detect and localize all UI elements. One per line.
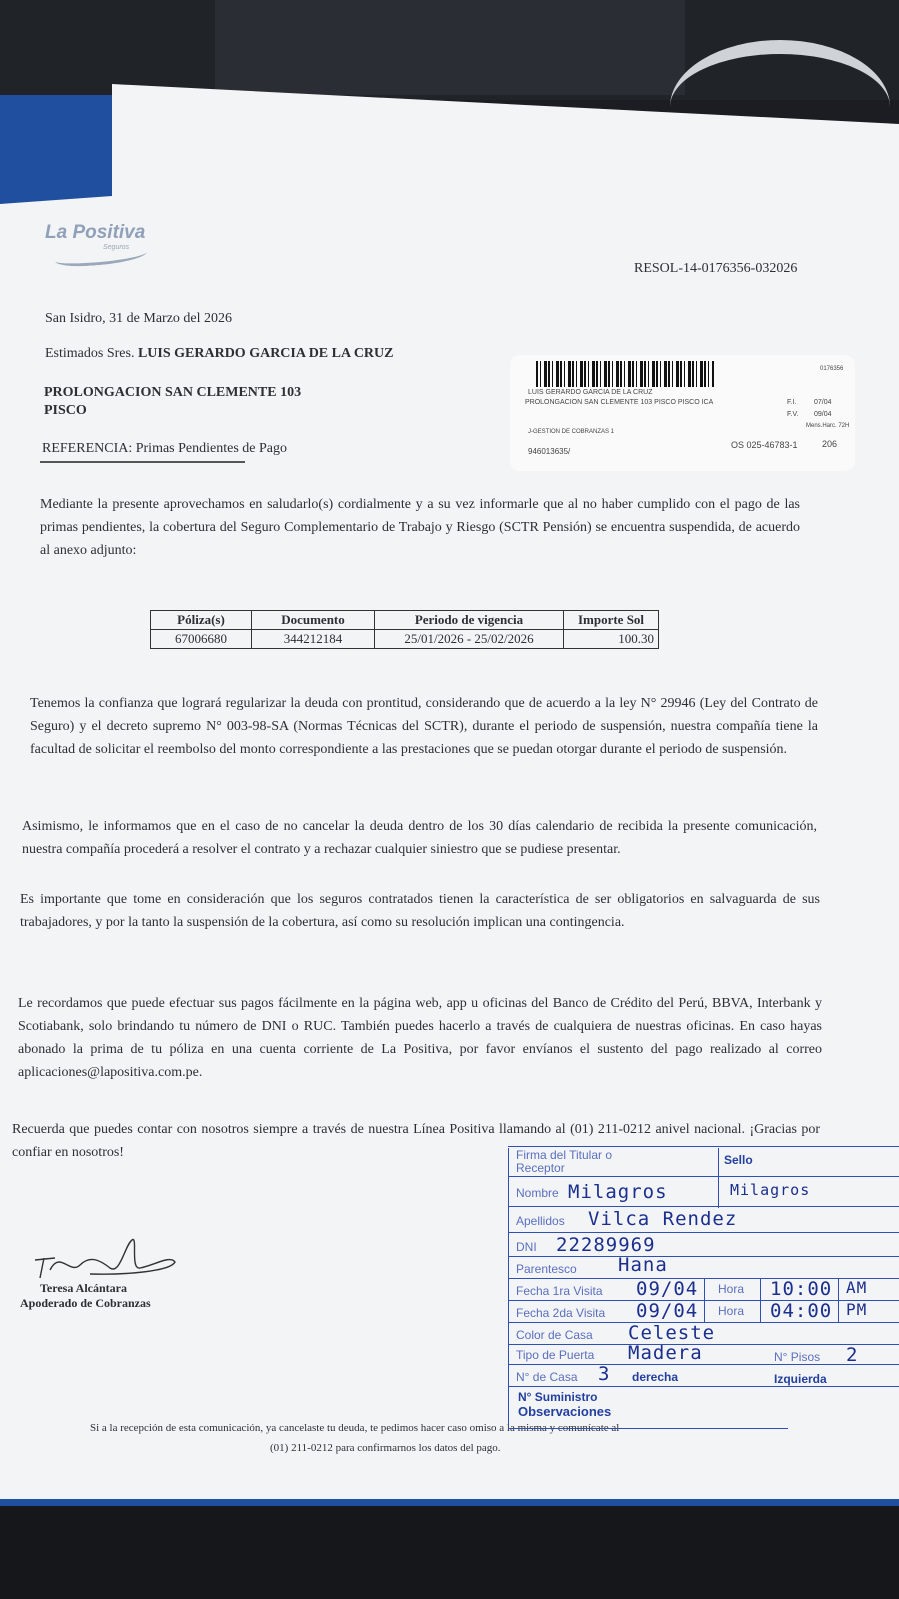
stamp-row-top — [508, 1146, 899, 1147]
stamp-row — [508, 1256, 899, 1257]
label-dept: J-GESTION DE COBRANZAS 1 — [528, 429, 615, 435]
policy-table — [150, 610, 659, 649]
table-cell: 100.30 — [564, 630, 659, 649]
background-object — [215, 0, 685, 95]
reference-underline — [40, 461, 245, 463]
table-row — [151, 630, 659, 649]
stamp-nombre-value: Milagros — [568, 1181, 668, 1203]
stamp-firma-label: Firma del Titular o Receptor — [516, 1148, 613, 1175]
paragraph-5: Le recordamos que puede efectuar sus pagos fácilmente en la página web, app u oficinas del Banco de Crédito del Perú, BBVA, Interbank y Scotiabank, solo brindando tu número de DNI o RUC. También puedes hacerlo a través de cualquiera de nuestras oficinas. En caso hayas abonado la prima de tu póliza en una cuenta corriente de La Positiva, por favor envíanos el sustento del pago realizado al correo aplicaciones@lapositiva.com.pe. — [18, 996, 822, 1080]
resolution-number: RESOL-14-0176356-032026 — [634, 261, 798, 276]
table-header: Importe Sol — [564, 611, 659, 630]
paragraph-4: Es importante que tome en consideración que los seguros contratados tienen la característica de ser obligatorios en salvaguarda de sus trabajadores, y por la tanto la suspensión de la cobertura, así como su resolución implican una contingencia. — [20, 892, 820, 930]
table-header-row — [151, 611, 659, 630]
stamp-puerta-value: Madera — [628, 1342, 703, 1364]
stamp-row — [508, 1364, 899, 1365]
footer-line-2: (01) 211-0212 para confirmarnos los datos del pago. — [270, 1442, 501, 1454]
reference: REFERENCIA: Primas Pendientes de Pago — [42, 441, 287, 456]
stamp-fecha2-label: Fecha 2da Visita — [516, 1306, 606, 1320]
address-line-1: PROLONGACION SAN CLEMENTE 103 — [44, 385, 302, 400]
stamp-parentesco-value: Hana — [618, 1254, 668, 1276]
stamp-hora1-suffix: AM — [846, 1278, 868, 1297]
stamp-observaciones-label: Observaciones — [518, 1404, 612, 1419]
stamp-ncasa-label: N° de Casa — [516, 1370, 578, 1384]
stamp-color-value: Celeste — [628, 1322, 716, 1344]
background-bottom — [0, 1500, 899, 1599]
stamp-divider — [718, 1148, 719, 1208]
company-logo: La Positiva — [45, 222, 146, 243]
letter-date: San Isidro, 31 de Marzo del 2026 — [45, 311, 233, 326]
label-name: LUIS GERARDO GARCIA DE LA CRUZ — [528, 389, 653, 396]
greeting-prefix: Estimados Sres. — [45, 346, 135, 361]
stamp-pisos-label: N° Pisos — [774, 1350, 821, 1364]
stamp-izquierda-label: Izquierda — [774, 1372, 827, 1386]
company-logo-sub: Seguros — [103, 244, 130, 251]
stamp-color-label: Color de Casa — [516, 1328, 593, 1342]
stamp-row-bottom — [508, 1428, 788, 1429]
stamp-hora2-label: Hora — [718, 1304, 745, 1318]
table-cell: 25/01/2026 - 25/02/2026 — [375, 630, 564, 649]
stamp-derecha-label: derecha — [632, 1370, 679, 1384]
label-tracking: 946013635/ — [528, 447, 571, 456]
label-fv: F.V. — [787, 411, 799, 418]
label-code: 0176356 — [820, 366, 844, 372]
signer-name: Teresa Alcántara — [40, 1281, 127, 1295]
stamp-puerta-label: Tipo de Puerta — [516, 1348, 595, 1362]
paragraph-3: Asimismo, le informamos que en el caso de no cancelar la deuda dentro de los 30 días calendario de recibida la presente comunicación, nuestra compañía procederá a resolver el contrato y a rechazar cualquier siniestro que se pudiese presentar. — [22, 819, 817, 857]
stamp-dni-label: DNI — [516, 1240, 537, 1254]
stamp-nombre-label: Nombre — [516, 1186, 559, 1200]
stamp-ncasa-value: 3 — [598, 1363, 611, 1385]
stamp-hora2-value: 04:00 — [770, 1300, 833, 1322]
table-cell: 67006680 — [151, 630, 252, 649]
background-blue-folder — [0, 95, 115, 205]
label-fv-value: 09/04 — [814, 411, 832, 418]
stamp-nombre-extra: Milagros — [730, 1181, 811, 1199]
stamp-row — [508, 1206, 899, 1207]
stamp-hora2-suffix: PM — [846, 1300, 868, 1319]
paragraph-6: Recuerda que puedes contar con nosotros siempre a través de nuestra Línea Positiva llamando al (01) 211-0212 anivel nacional. ¡Gracias por confiar en nosotros! — [12, 1122, 820, 1160]
paragraph-1: Mediante la presente aprovechamos en saludarlo(s) cordialmente y a su vez informarle que al no haber cumplido con el pago de las primas pendientes, la cobertura del Seguro Complementario de Trabajo y Riesgo (SCTR Pensión) se encuentra suspendida, de acuerdo al anexo adjunto: — [40, 497, 800, 558]
stamp-border-left — [508, 1148, 509, 1426]
table-header: Documento — [252, 611, 375, 630]
stamp-fecha2-value: 09/04 — [636, 1300, 699, 1322]
stamp-row — [508, 1344, 899, 1345]
signer-role: Apoderado de Cobranzas — [20, 1296, 151, 1310]
stamp-row — [508, 1232, 899, 1233]
table-cell: 344212184 — [252, 630, 375, 649]
stamp-apellidos-label: Apellidos — [516, 1214, 565, 1228]
label-os: OS 025-46783-1 — [731, 440, 798, 450]
table-header: Periodo de vigencia — [375, 611, 564, 630]
stamp-row — [508, 1386, 899, 1387]
stamp-parentesco-label: Parentesco — [516, 1262, 577, 1276]
label-service: Mens.Harc. 72H — [806, 423, 850, 429]
stamp-apellidos-value: Vilca Rendez — [588, 1208, 738, 1230]
recipient-name: LUIS GERARDO GARCIA DE LA CRUZ — [137, 346, 394, 361]
stamp-fecha1-value: 09/04 — [636, 1278, 699, 1300]
stamp-pisos-value: 2 — [846, 1344, 859, 1366]
stamp-fecha1-label: Fecha 1ra Visita — [516, 1284, 603, 1298]
barcode-icon — [536, 361, 714, 387]
greeting — [45, 346, 394, 362]
label-fi: F.I. — [787, 399, 797, 406]
stamp-hora1-value: 10:00 — [770, 1278, 833, 1300]
address-line-2: PISCO — [44, 403, 87, 418]
paragraph-2: Tenemos la confianza que logrará regularizar la deuda con prontitud, considerando que de acuerdo a la ley N° 29946 (Ley del Contrato de Seguro) y el decreto supremo N° 003-98-SA (Normas Técnicas del SCTR), durante el periodo de suspensión, nuestra compañía tiene la facultad de solicitar el reembolso del monto correspondiente a las prestaciones que se puedan otorgar durante el periodo de suspensión. — [30, 696, 818, 757]
delivery-stamp — [508, 1148, 899, 1438]
footer-line-1: Si a la recepción de esta comunicación, ya cancelaste tu deuda, te pedimos hacer caso omiso a la misma y comunícate al — [90, 1422, 620, 1434]
label-fi-value: 07/04 — [814, 399, 832, 406]
stamp-row — [508, 1176, 899, 1177]
signature-scribble — [30, 1230, 180, 1280]
stamp-suministro-label: N° Suministro — [518, 1390, 598, 1404]
label-os-number: 206 — [822, 439, 838, 449]
stamp-row — [508, 1300, 899, 1301]
label-address: PROLONGACION SAN CLEMENTE 103 PISCO PISCO ICA — [525, 399, 714, 406]
stamp-hora1-label: Hora — [718, 1282, 745, 1296]
stamp-dni-value: 22289969 — [556, 1234, 656, 1256]
stamp-sello-label: Sello — [724, 1153, 753, 1167]
table-header: Póliza(s) — [151, 611, 252, 630]
